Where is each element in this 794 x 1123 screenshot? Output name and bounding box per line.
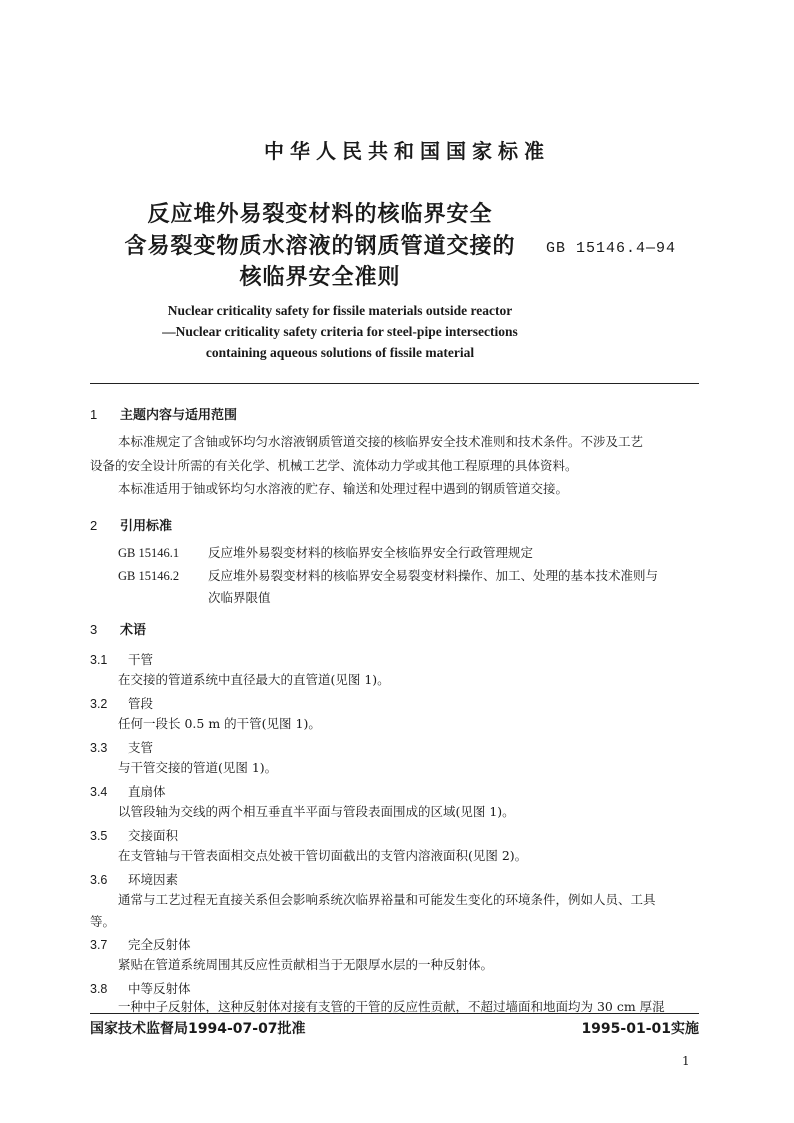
reference-title: 反应堆外易裂变材料的核临界安全易裂变材料操作、加工、处理的基本技术准则与 [208,568,659,583]
term-heading [90,782,166,800]
section-title: 主题内容与适用范围 [120,408,238,423]
section-number: 2 [90,518,98,533]
section-3-heading [90,619,146,638]
term-name: 交接面积 [128,828,179,843]
term-definition-continuation: 等。 [90,914,116,929]
term-name: 管段 [128,696,154,711]
section-number: 3 [90,622,98,637]
section-2-heading [90,515,172,534]
term-heading [90,870,178,888]
term-number: 3.6 [90,873,108,887]
english-title-line-1: Nuclear criticality safety for fissile materials outside reactor [167,303,513,318]
term-heading [90,738,153,756]
english-title-line-3: containing aqueous solutions of fissile material [205,345,475,360]
term-name: 环境因素 [128,872,179,887]
term-number: 3.1 [90,653,108,667]
title-divider [90,383,699,384]
term-name: 完全反射体 [128,937,191,952]
term-name: 干管 [128,652,154,667]
section-1-para-1-line-1: 本标准规定了含铀或钚均匀水溶液钢质管道交接的核临界安全技术准则和技术条件。不涉及工艺 [118,434,644,449]
term-heading [90,935,191,953]
section-1-para-2: 本标准适用于铀或钚均匀水溶液的贮存、输送和处理过程中遇到的钢质管道交接。 [118,481,569,496]
term-definition: 一种中子反射体，这种反射体对接有支管的干管的反应性贡献，不超过墙面和地面均为 30 cm 厚混 [118,999,665,1014]
term-definition: 任何一段长 0.5 m 的干管(见图 1)。 [118,716,321,731]
term-name: 直扇体 [128,784,166,799]
page-number: 1 [682,1054,690,1068]
term-heading [90,694,153,712]
section-1-heading [90,404,237,423]
reference-title: 反应堆外易裂变材料的核临界安全核临界安全行政管理规定 [208,545,534,560]
section-title: 术语 [120,623,147,638]
term-definition: 紧贴在管道系统周围其反应性贡献相当于无限厚水层的一种反射体。 [118,957,494,972]
title-line-2: 含易裂变物质水溶液的钢质管道交接的 [124,234,516,259]
reference-item [118,542,533,564]
term-definition: 与干管交接的管道(见图 1)。 [118,760,278,775]
term-number: 3.8 [90,982,108,996]
approval-note: 国家技术监督局1994-07-07批准 [90,1021,306,1037]
english-title-line-2: —Nuclear criticality safety criteria for steel-pipe intersections [162,324,518,339]
reference-code: GB 15146.1 [118,546,180,560]
reference-item [118,565,658,587]
term-number: 3.5 [90,829,108,843]
term-number: 3.4 [90,785,108,799]
implementation-date: 1995-01-01实施 [581,1021,699,1037]
term-heading [90,979,191,997]
term-heading [90,826,178,844]
section-number: 1 [90,407,98,422]
term-name: 中等反射体 [128,981,191,996]
term-definition: 通常与工艺过程无直接关系但会影响系统次临界裕量和可能发生变化的环境条件，例如人员、工具 [118,892,656,907]
title-line-3: 核临界安全准则 [239,265,401,290]
term-number: 3.2 [90,697,108,711]
term-definition: 以管段轴为交线的两个相互垂直半平面与管段表面围成的区域(见图 1)。 [118,804,515,819]
term-definition: 在交接的管道系统中直径最大的直管道(见图 1)。 [118,672,390,687]
term-number: 3.7 [90,938,108,952]
term-name: 支管 [128,740,154,755]
term-heading [90,650,153,668]
reference-title-continuation: 次临界限值 [208,590,271,605]
standard-number: GB 15146.4—94 [546,240,677,257]
section-1-para-1-line-2: 设备的安全设计所需的有关化学、机械工艺学、流体动力学或其他工程原理的具体资料。 [90,458,578,473]
section-title: 引用标准 [120,519,173,534]
reference-code: GB 15146.2 [118,569,180,583]
title-line-1: 反应堆外易裂变材料的核临界安全 [147,202,493,227]
term-definition: 在支管轴与干管表面相交点处被干管切面截出的支管内溶液面积(见图 2)。 [118,848,528,863]
footer-divider [90,1013,699,1014]
term-number: 3.3 [90,741,108,755]
document-header: 中华人民共和国国家标准 [264,139,550,163]
